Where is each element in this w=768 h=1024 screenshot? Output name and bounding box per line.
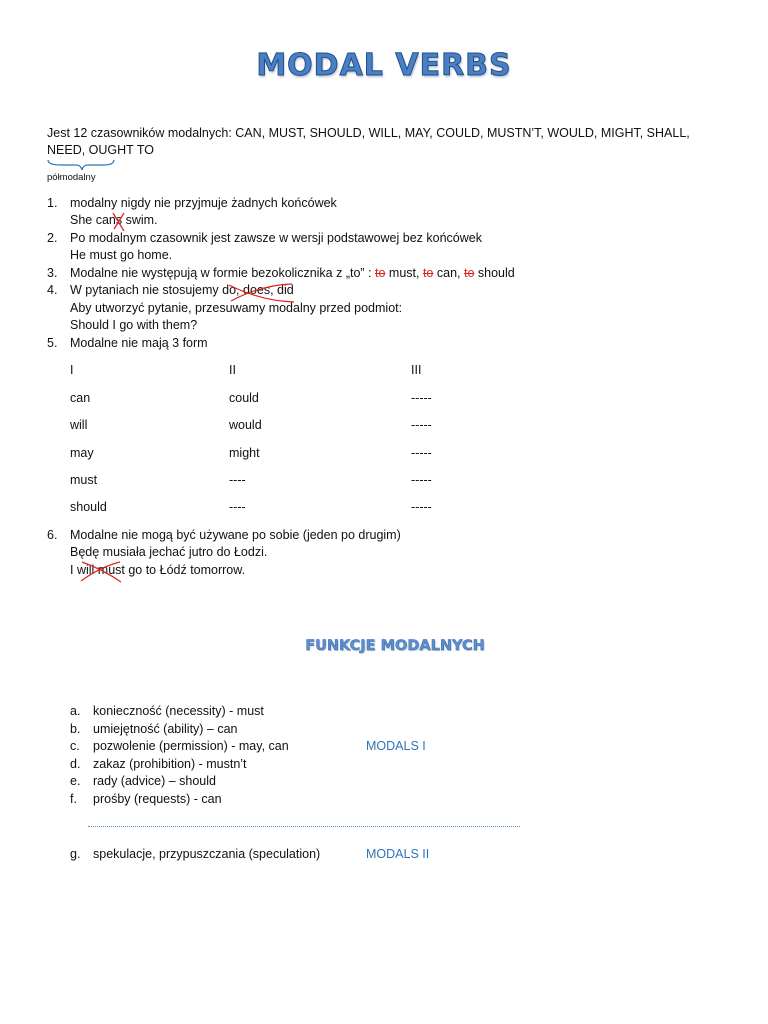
function-item: rady (advice) – should xyxy=(93,774,216,788)
function-letter: e. xyxy=(70,774,81,788)
rule-4-number: 4. xyxy=(47,283,58,297)
intro-line-2: NEED, OUGHT TO xyxy=(47,143,154,157)
function-item: konieczność (necessity) - must xyxy=(93,704,264,718)
table-cell: ---- xyxy=(229,500,246,514)
rule-5-text: Modalne nie mają 3 form xyxy=(70,336,208,350)
rule-3-text-a: Modalne nie występują w formie bezokolicznika z „to” : xyxy=(70,266,375,280)
rule-4-line-3: Should I go with them? xyxy=(70,318,198,332)
table-cell: ----- xyxy=(411,391,432,405)
table-cell: will xyxy=(70,418,88,432)
rule-3-number: 3. xyxy=(47,266,58,280)
rule-2-number: 2. xyxy=(47,231,58,245)
function-letter: g. xyxy=(70,847,81,861)
rule-6-line-3: I will must go to Łódź tomorrow. xyxy=(70,563,246,577)
functions-title: FUNKCJE MODALNYCH xyxy=(305,638,485,654)
rule-1-example-s: s xyxy=(115,213,123,227)
rule-3-should: should xyxy=(474,266,515,280)
function-letter: b. xyxy=(70,722,81,736)
table-header-2: II xyxy=(229,363,236,377)
function-letter: f. xyxy=(70,792,77,806)
modals-two-label: MODALS II xyxy=(366,847,430,861)
rule-4-text: W pytaniach nie stosujemy do, does, did xyxy=(70,283,294,297)
function-item: spekulacje, przypuszczania (speculation) xyxy=(93,847,321,861)
table-cell: must xyxy=(70,473,98,487)
rule-4-line-2: Aby utworzyć pytanie, przesuwamy modalny przed podmiot: xyxy=(70,301,403,315)
table-cell: might xyxy=(229,446,260,460)
rule-3-must: must, xyxy=(385,266,423,280)
function-item: umiejętność (ability) – can xyxy=(93,722,238,736)
page-title: MODAL VERBS xyxy=(256,48,512,83)
table-cell: ----- xyxy=(411,473,432,487)
function-item: pozwolenie (permission) - may, can xyxy=(93,739,289,753)
cross-out-mark-icon xyxy=(111,211,127,233)
function-item: prośby (requests) - can xyxy=(93,792,222,806)
intro-line-1: Jest 12 czasowników modalnych: CAN, MUST, SHOULD, WILL, MAY, COULD, MUSTN’T, WOULD, MIGHT, SHALL, xyxy=(47,126,690,140)
table-header-1: I xyxy=(70,363,74,377)
brace-label: półmodalny xyxy=(47,172,96,183)
rule-5-number: 5. xyxy=(47,336,58,350)
table-cell: ---- xyxy=(229,473,246,487)
dotted-divider xyxy=(88,826,520,827)
table-cell: ----- xyxy=(411,418,432,432)
function-item: zakaz (prohibition) - mustn’t xyxy=(93,757,247,771)
table-header-3: III xyxy=(411,363,422,377)
rule-3-text xyxy=(70,266,515,280)
rule-2-example: He must go home. xyxy=(70,248,173,262)
rule-1-number: 1. xyxy=(47,196,58,210)
table-cell: would xyxy=(229,418,262,432)
table-cell: should xyxy=(70,500,107,514)
table-cell: could xyxy=(229,391,259,405)
rule-6-number: 6. xyxy=(47,528,58,542)
intro-paragraph xyxy=(47,125,737,159)
rule-2-text: Po modalnym czasownik jest zawsze w wersji podstawowej bez końcówek xyxy=(70,231,482,245)
rule-1-text: modalny nigdy nie przyjmuje żadnych końcówek xyxy=(70,196,337,210)
strikethrough-to-2: to xyxy=(422,266,434,280)
function-letter: d. xyxy=(70,757,81,771)
modals-one-label: MODALS I xyxy=(366,739,426,753)
cross-out-mark-icon xyxy=(78,559,124,585)
table-cell: ----- xyxy=(411,500,432,514)
rule-1-example-b: swim. xyxy=(122,213,158,227)
strikethrough-to-1: to xyxy=(375,266,386,280)
function-letter: c. xyxy=(70,739,80,753)
function-letter: a. xyxy=(70,704,81,718)
rule-3-can: can, xyxy=(433,266,464,280)
table-cell: may xyxy=(70,446,94,460)
strikethrough-to-3: to xyxy=(463,266,475,280)
curly-brace-icon xyxy=(46,158,116,172)
table-cell: can xyxy=(70,391,91,405)
rule-6-line-2: Będę musiała jechać jutro do Łodzi. xyxy=(70,545,268,559)
table-cell: ----- xyxy=(411,446,432,460)
rule-6-text: Modalne nie mogą być używane po sobie (jeden po drugim) xyxy=(70,528,401,542)
rule-1-example-a: She can xyxy=(70,213,116,227)
